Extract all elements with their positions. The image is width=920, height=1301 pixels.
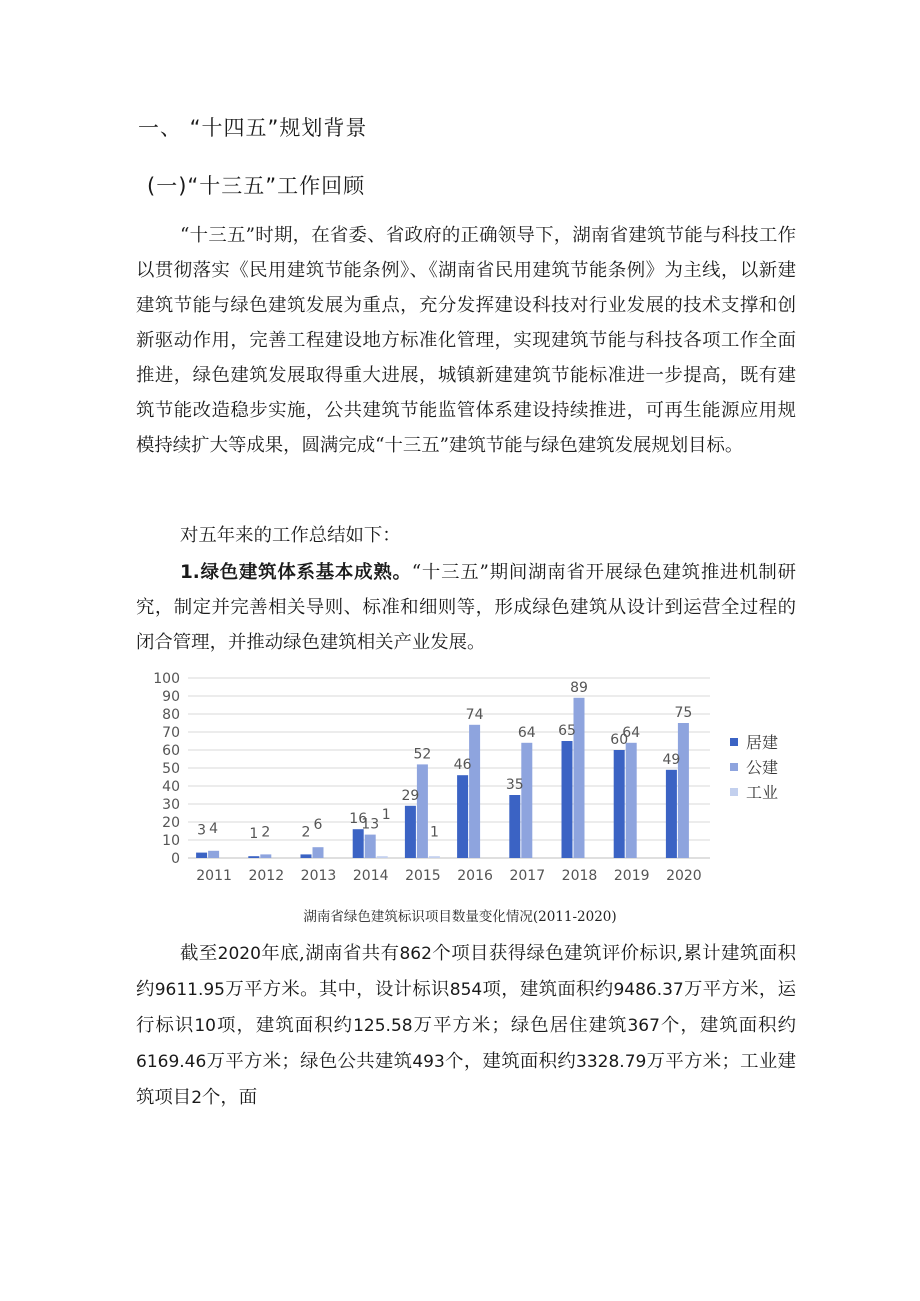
x-tick-label: 2017 — [509, 868, 546, 884]
statistics-paragraph — [136, 936, 796, 1116]
y-tick-label: 30 — [162, 797, 180, 813]
x-tick-label: 2019 — [613, 868, 650, 884]
y-tick-label: 90 — [162, 689, 180, 705]
x-tick-label: 2013 — [300, 868, 337, 884]
stats-text: 个，建筑面积约 — [659, 1015, 796, 1036]
legend-swatch — [730, 763, 738, 771]
x-tick-label: 2020 — [666, 868, 702, 884]
legend-label: 居建 — [746, 733, 779, 752]
stats-text: 个项目获得绿色建筑评价标识,累计建筑面积约 — [136, 943, 796, 1000]
stats-text: 项，建筑面积约 — [215, 1015, 354, 1036]
stats-number: 2020 — [217, 944, 261, 964]
stats-number: 862 — [399, 944, 432, 964]
bar-居建 — [353, 829, 364, 858]
data-label: 4 — [209, 820, 219, 837]
data-label: 74 — [465, 706, 484, 723]
section-heading: 一、 “十四五”规划背景 — [138, 116, 368, 140]
data-label: 6 — [313, 817, 323, 834]
stats-text: 年底,湖南省共有 — [260, 943, 400, 964]
bar-公建 — [260, 854, 271, 858]
data-label: 2 — [261, 824, 271, 841]
green-building-paragraph — [136, 555, 796, 660]
stats-text: 万平方米；工业建筑项目 — [136, 1051, 796, 1108]
data-label: 2 — [301, 824, 311, 841]
legend-label: 公建 — [746, 758, 779, 777]
bar-公建 — [365, 835, 376, 858]
stats-number: 3328.79 — [576, 1052, 647, 1072]
y-tick-label: 80 — [162, 707, 180, 723]
data-label: 89 — [570, 679, 588, 696]
bar-居建 — [405, 806, 416, 858]
data-label: 65 — [558, 723, 576, 739]
stats-number: 9486.37 — [613, 980, 684, 1000]
data-label: 52 — [413, 746, 432, 763]
stats-text: 万平方米，运行标识 — [136, 979, 796, 1036]
item-body: “十三五”期间湖南省开展绿色建筑推进机制研究，制定并完善相关导则、标准和细则等，形成绿色建筑从设计到运营全过程的闭合管理，并推动绿色建筑相关产业发展。 — [136, 562, 796, 653]
bar-居建 — [248, 856, 259, 858]
x-tick-label: 2014 — [352, 868, 389, 884]
stats-number: 854 — [449, 980, 483, 1000]
bar-工业 — [377, 856, 388, 858]
data-label: 64 — [517, 724, 536, 741]
legend-swatch — [730, 738, 738, 746]
x-tick-label: 2012 — [248, 868, 285, 884]
x-tick-label: 2011 — [196, 868, 232, 884]
legend-swatch — [730, 788, 738, 796]
data-label: 3 — [197, 822, 207, 839]
bar-公建 — [626, 743, 637, 858]
bar-居建 — [301, 854, 312, 858]
review-paragraph: “十三五”时期，在省委、省政府的正确领导下，湖南省建筑节能与科技工作以贯彻落实《民用建筑节能条例》、《湖南省民用建筑节能条例》为主线，以新建建筑节能与绿色建筑发展为重点，充分发挥建设科技对行业发展的技术支撑和创新驱动作用，完善工程建设地方标准化管理，实现建筑节能与科技各项工作全面推进，绿色建筑发展取得重大进展，城镇新建建筑节能标准进一步提高，既有建筑节能改造稳步实施，公共建筑节能监管体系建设持续推进，可再生能源应用规模持续扩大等成果，圆满完成“十三五”建筑节能与绿色建筑发展规划目标。 — [136, 225, 796, 456]
bar-居建 — [196, 853, 207, 858]
y-tick-label: 40 — [162, 779, 180, 795]
stats-number: 125.58 — [353, 1016, 413, 1036]
data-label: 16 — [349, 811, 368, 828]
subsection-heading: (一)“十三五”工作回顾 — [147, 174, 366, 198]
stats-number: 493 — [412, 1052, 445, 1072]
data-label: 64 — [622, 724, 641, 741]
data-label: 13 — [361, 816, 380, 833]
x-tick-label: 2018 — [561, 868, 598, 884]
stats-text: 个，建筑面积约 — [444, 1051, 577, 1072]
data-label: 29 — [401, 787, 420, 804]
bar-居建 — [562, 741, 573, 858]
data-label: 75 — [674, 705, 693, 721]
stats-number: 9611.95 — [154, 980, 226, 1000]
stats-text: 万平方米；绿色公共建筑 — [206, 1051, 413, 1072]
x-tick-label: 2015 — [405, 868, 441, 884]
bar-公建 — [417, 764, 428, 858]
stats-number: 367 — [627, 1016, 660, 1036]
green-building-chart — [140, 666, 780, 896]
stats-text: 项，建筑面积约 — [482, 979, 614, 1000]
stats-number: 2 — [191, 1088, 203, 1108]
stats-number: 10 — [194, 1016, 216, 1036]
y-tick-label: 0 — [171, 851, 180, 867]
y-tick-label: 10 — [162, 833, 180, 849]
bar-工业 — [429, 856, 440, 858]
bar-居建 — [509, 795, 520, 858]
bar-居建 — [614, 750, 625, 858]
data-label: 1 — [249, 826, 259, 843]
bar-公建 — [678, 723, 689, 858]
item-title: .绿色建筑体系基本成熟。 — [192, 562, 412, 583]
y-tick-label: 100 — [153, 671, 180, 687]
data-label: 46 — [453, 757, 472, 774]
bar-公建 — [313, 847, 324, 858]
bar-公建 — [208, 851, 219, 858]
data-label: 60 — [610, 732, 629, 748]
bar-居建 — [457, 775, 468, 858]
item-number: 1 — [180, 562, 193, 583]
summary-intro: 对五年来的工作总结如下： — [180, 525, 401, 546]
bar-公建 — [521, 743, 532, 858]
y-tick-label: 20 — [162, 815, 180, 831]
stats-text: 截至 — [180, 943, 218, 964]
data-label: 1 — [381, 807, 391, 823]
y-tick-label: 70 — [162, 725, 180, 741]
y-tick-label: 60 — [162, 743, 180, 759]
bar-公建 — [574, 698, 585, 858]
bar-居建 — [666, 770, 677, 858]
data-label: 49 — [662, 751, 681, 768]
data-label: 1 — [429, 824, 439, 841]
stats-number: 6169.46 — [136, 1052, 207, 1072]
data-label: 35 — [505, 777, 524, 793]
stats-text: 万平方米；绿色居住建筑 — [412, 1015, 628, 1036]
stats-text: 万平方米。其中，设计标识 — [225, 979, 450, 1000]
bar-公建 — [469, 725, 480, 858]
y-tick-label: 50 — [162, 761, 180, 777]
chart-caption: 湖南省绿色建筑标识项目数量变化情况(2011-2020) — [303, 909, 617, 925]
legend-label: 工业 — [746, 783, 779, 802]
stats-text: 个，面 — [202, 1087, 258, 1108]
x-tick-label: 2016 — [457, 868, 493, 884]
